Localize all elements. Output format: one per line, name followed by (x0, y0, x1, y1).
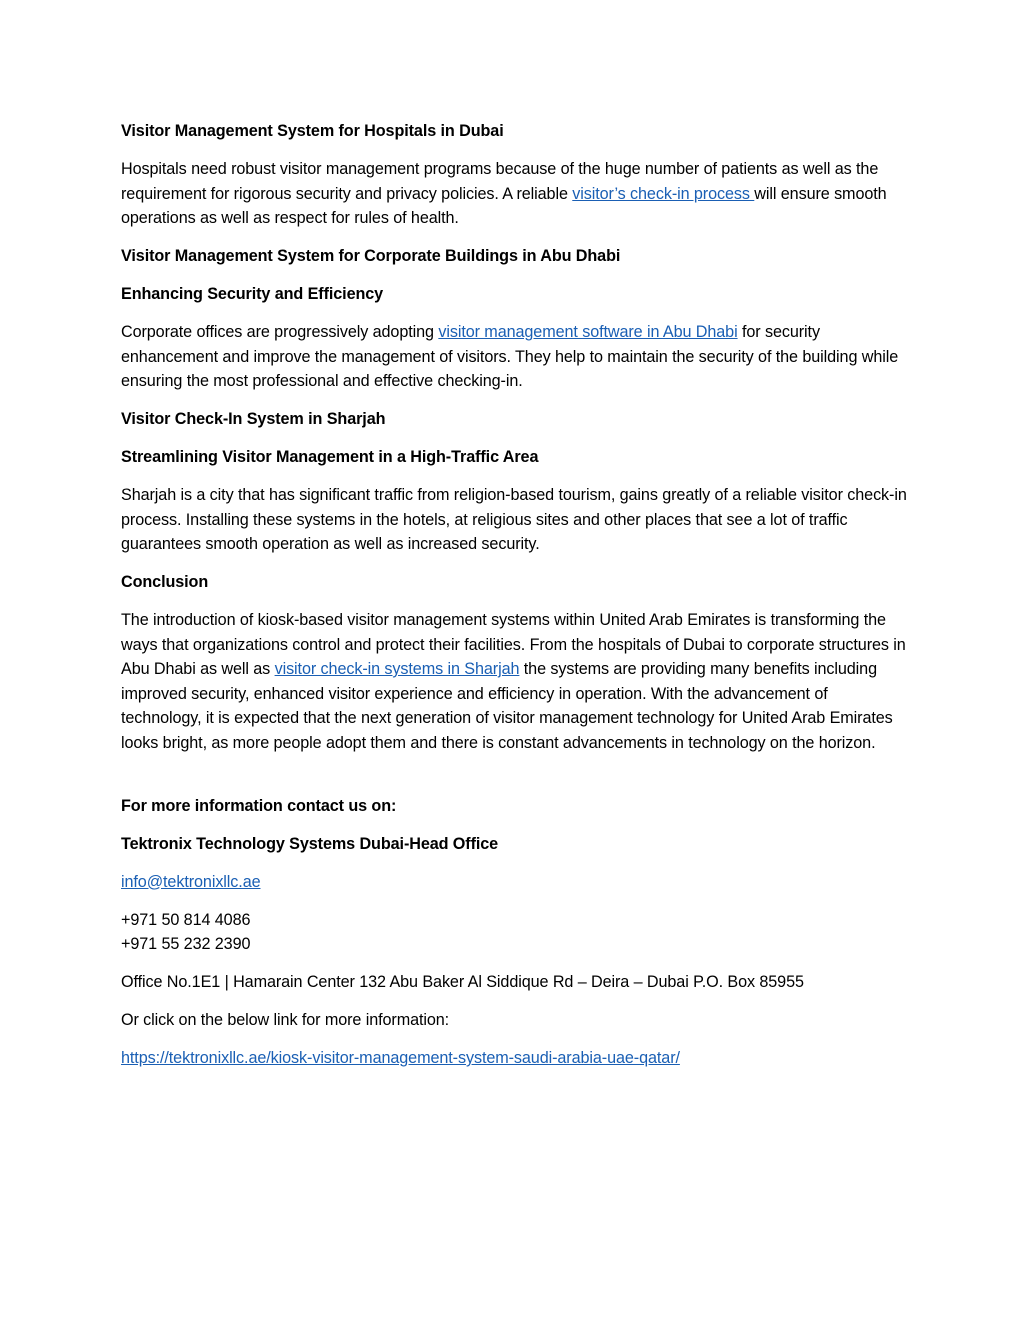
email-link[interactable]: info@tektronixllc.ae (121, 872, 261, 891)
visitor-management-software-abu-dhabi-link[interactable]: visitor management software in Abu Dhabi (438, 323, 738, 341)
corporate-subheading: Enhancing Security and Efficiency (121, 285, 384, 303)
company-name: Tektronix Technology Systems Dubai-Head Office (121, 834, 499, 853)
corporate-paragraph-text-after: for security enhancement and improve the management of visitors. They help to maintain the security of the building while ensuring the most professional and effective checking-in. (121, 323, 899, 390)
hospitals-paragraph-text-before: Hospitals need robust visitor management programs because of the huge number of patients as well as the requirement for rigorous security and privacy policies. A reliable (121, 160, 879, 203)
phone-number-2: +971 55 232 2390 (121, 935, 251, 953)
sharjah-paragraph: Sharjah is a city that has significant traffic from religion-based tourism, gains greatly of a reliable visitor check-in process. Installing these systems in the hotels, at religious sites and other places that see a lot of traffic guarantees smooth operation as well as increased security. (121, 486, 907, 553)
phone-number-1: +971 50 814 4086 (121, 910, 251, 929)
corporate-paragraph-text-before: Corporate offices are progressively adopting (121, 323, 439, 341)
office-address: Office No.1E1 | Hamarain Center 132 Abu Baker Al Siddique Rd – Deira – Dubai P.O. Box 85955 (121, 973, 804, 991)
sharjah-heading: Visitor Check-In System in Sharjah (121, 410, 386, 428)
kiosk-page-url-link[interactable]: https://tektronixllc.ae/kiosk-visitor-management-system-saudi-arabia-uae-qatar/ (121, 1049, 680, 1067)
visitor-check-in-process-link[interactable]: visitor’s check-in process (572, 184, 755, 203)
corporate-paragraph (121, 320, 911, 394)
conclusion-paragraph (121, 608, 911, 755)
email-line (121, 870, 911, 895)
corporate-heading: Visitor Management System for Corporate Buildings in Abu Dhabi (121, 247, 621, 265)
conclusion-heading: Conclusion (121, 573, 209, 591)
contact-heading: For more information contact us on: (121, 796, 397, 815)
visitor-check-in-systems-sharjah-link[interactable]: visitor check-in systems in Sharjah (274, 660, 520, 678)
hospitals-paragraph (121, 157, 911, 231)
hospitals-paragraph-text-after: will ensure smooth operations as well as respect for rules of health. (121, 184, 887, 227)
conclusion-paragraph-text-before: The introduction of kiosk-based visitor management systems within United Arab Emirates is transforming the ways that organizations control and protect their facilities. From the hospitals of Dubai to corporate structures in Abu Dhabi as well as (121, 611, 906, 678)
section-spacer (121, 769, 911, 794)
link-intro: Or click on the below link for more information: (121, 1011, 450, 1029)
sharjah-subheading: Streamlining Visitor Management in a High-Traffic Area (121, 448, 539, 466)
phone-block (121, 908, 911, 957)
hospitals-heading: Visitor Management System for Hospitals in Dubai (121, 122, 504, 140)
document-page (121, 119, 911, 1084)
url-line (121, 1046, 911, 1071)
conclusion-paragraph-text-after: the systems are providing many benefits including improved security, enhanced visitor experience and efficiency in operation. With the advancement of technology, it is expected that the next generation of visitor management technology for United Arab Emirates looks bright, as more people adopt them and there is constant advancements in technology on the horizon. (121, 660, 893, 752)
